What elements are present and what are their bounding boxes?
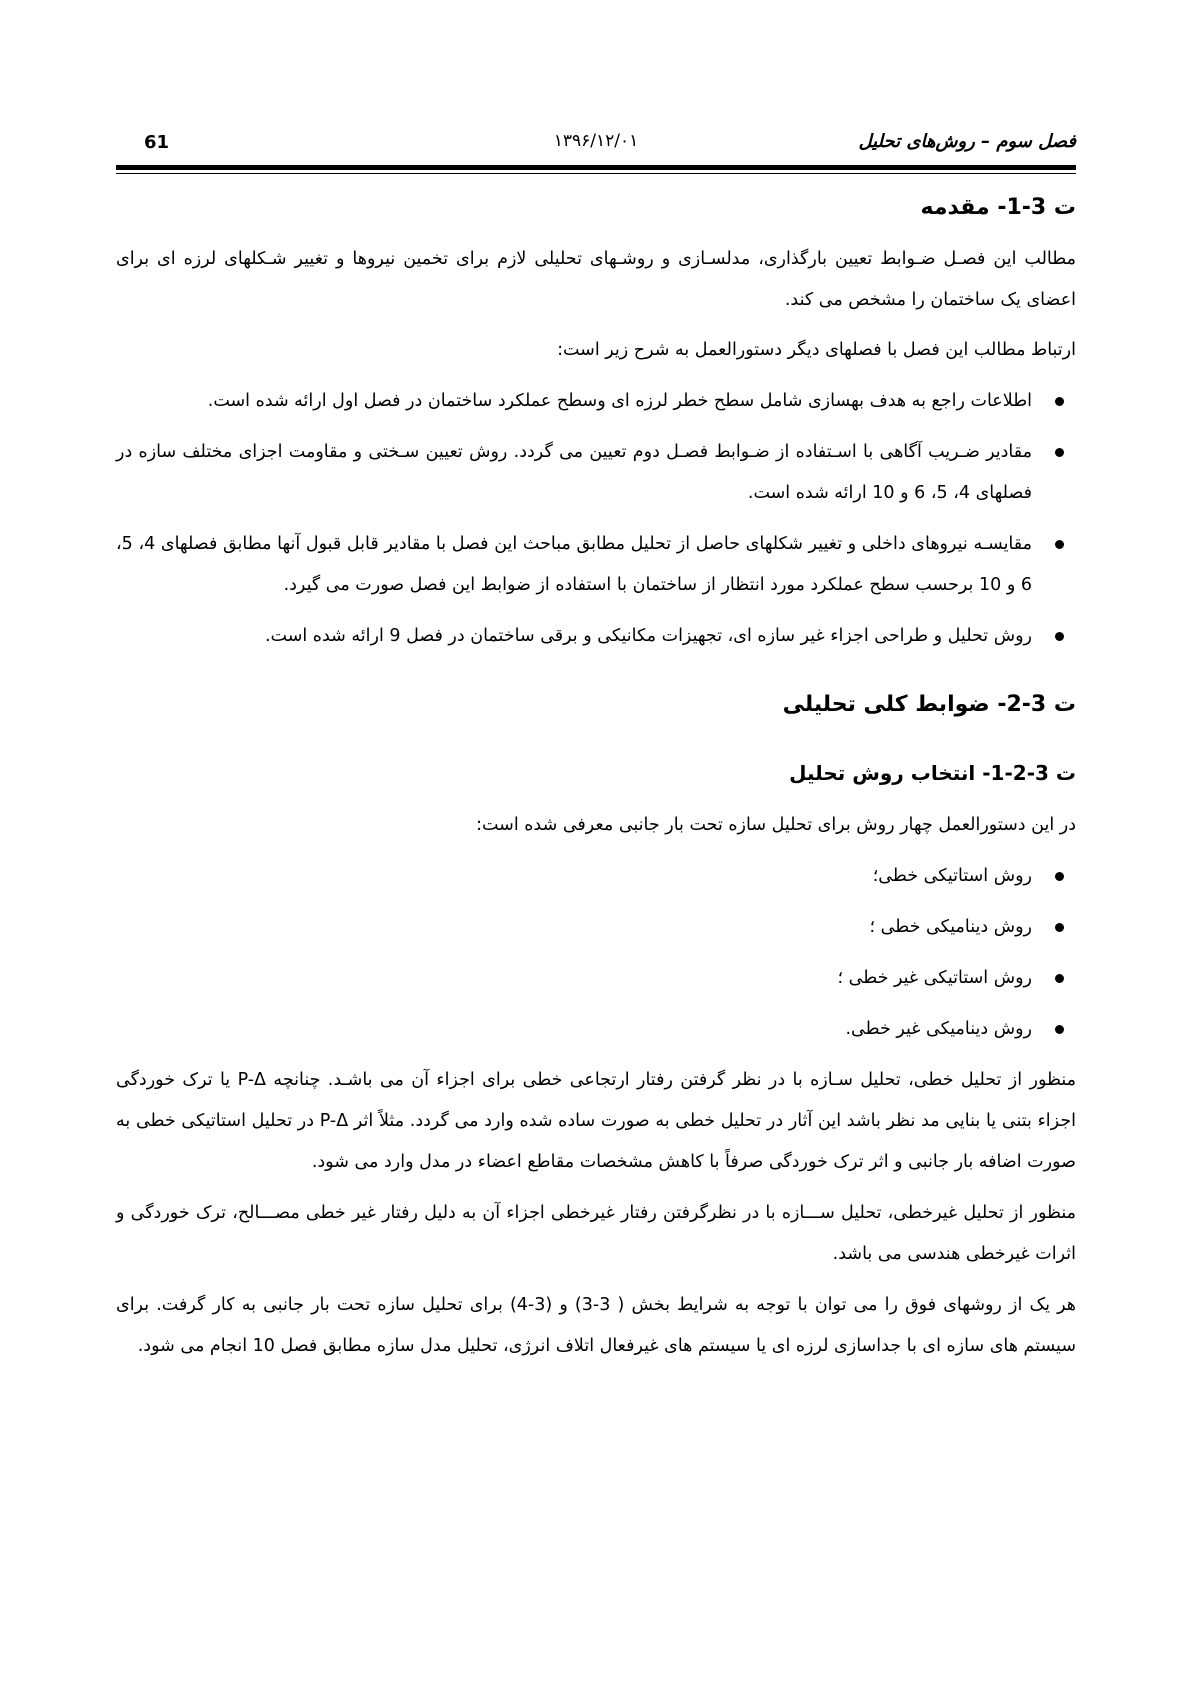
linear-analysis-paragraph: منظور از تحلیل خطی، تحلیل سـازه با در نظر گرفتن رفتار ارتجاعی خطی برای اجزاء آن می باشـد. چنانچه P-Δ یا ترک خوردگی اجزاء بتنی یا بنایی مد نظر باشد این آثار در تحلیل خطی به صورت ساده شده وارد می گردد. مثلاً اثر P-Δ در تحلیل استاتیکی خطی به صورت اضافه بار جانبی و اثر ترک خوردگی صرفاً با کاهش مشخصات مقاطع اعضاء در مدل وارد می شود. <box>116 1070 1076 1172</box>
list-item-text: اطلاعات راجع به هدف بهسازی شامل سطح خطر لرزه ای وسطح عملکرد ساختمان در فصل اول ارائه شده است. <box>207 391 1032 411</box>
list-item-text: مقادیر ضـریب آگاهی با اسـتفاده از ضـوابط فصـل دوم تعیین می گردد. روش تعیین سـختی و مقاومت اجزای مختلف سازه در فصلهای 4، 5، 6 و 10 ارائه شده است. <box>116 442 1032 503</box>
section-heading-introduction: ت 3-1- مقدمه <box>920 195 1076 220</box>
header-rule-thin <box>116 173 1076 174</box>
list-item-text: روش دینامیکی خطی ؛ <box>869 917 1032 937</box>
list-item-text: روش استاتیکی خطی؛ <box>872 866 1032 886</box>
header-date: ۱۳۹۶/۱۲/۰۱ <box>553 131 639 151</box>
list-item-text: مقایسـه نیروهای داخلی و تغییر شکلهای حاصل از تحلیل مطابق مباحث این فصل با مقادیر قابل قبول آنها مطابق فصلهای 4، 5، 6 و 10 برحسب سطح عملکرد مورد انتظار از ساختمان با استفاده از ضوابط این فصل صورت می گیرد. <box>116 534 1032 595</box>
list-item <box>116 907 1076 948</box>
analysis-methods-list <box>116 856 1076 1050</box>
list-item <box>116 381 1076 422</box>
bullet-icon <box>1055 872 1064 881</box>
chapter-title: فصل سوم – روش‌های تحلیل <box>858 131 1076 152</box>
list-item-text: روش تحلیل و طراحی اجزاء غیر سازه ای، تجهیزات مکانیکی و برقی ساختمان در فصل 9 ارائه شده است. <box>264 626 1032 646</box>
list-item <box>116 958 1076 999</box>
list-item <box>116 524 1076 606</box>
intro-paragraph: مطالب این فصـل ضـوابط تعیین بارگذاری، مدلسـازی و روشـهای تحلیلی لازم برای تخمین نیروها و تغییر شـکلهای لرزه ای برای اعضای یک ساختمان را مشخص می کند. <box>116 249 1076 310</box>
list-item <box>116 616 1076 657</box>
bullet-icon <box>1055 397 1064 406</box>
bullet-icon <box>1055 448 1064 457</box>
list-item-text: روش دینامیکی غیر خطی. <box>845 1019 1032 1039</box>
list-item <box>116 1009 1076 1050</box>
bullet-icon <box>1055 1025 1064 1034</box>
method-selection-paragraph: هر یک از روشهای فوق را می توان با توجه به شرایط بخش ( 3-3) و (3-4) برای تحلیل سازه تحت بار جانبی به کار گرفت. برای سیستم های سازه ای با جداسازی لرزه ای یا سیستم های غیرفعال اتلاف انرژی، تحلیل مدل سازه مطابق فصل 10 انجام می شود. <box>116 1295 1077 1356</box>
bullet-icon <box>1055 540 1064 549</box>
subsection-heading-method: ت 3-2-1- انتخاب روش تحلیل <box>789 761 1076 785</box>
section-heading-general: ت 3-2- ضوابط کلی تحلیلی <box>782 692 1076 717</box>
list-item <box>116 432 1076 514</box>
page-header <box>116 128 1076 158</box>
list-item-text: روش استاتیکی غیر خطی ؛ <box>837 968 1032 988</box>
methods-intro: در این دستورالعمل چهار روش برای تحلیل سازه تحت بار جانبی معرفی شده است: <box>476 815 1076 835</box>
header-rule-thick <box>116 165 1076 170</box>
page-content <box>116 188 1076 1367</box>
list-item <box>116 856 1076 897</box>
page-number: 61 <box>144 132 170 153</box>
bullet-icon <box>1055 923 1064 932</box>
bullet-icon <box>1055 974 1064 983</box>
relation-paragraph: ارتباط مطالب این فصل با فصلهای دیگر دستورالعمل به شرح زیر است: <box>557 340 1076 360</box>
nonlinear-analysis-paragraph: منظور از تحلیل غیرخطی، تحلیل ســـازه با در نظرگرفتن رفتار غیرخطی اجزاء آن به دلیل رفتار غیر خطی مصـــالح، ترک خوردگی و اثرات غیرخطی هندسی می باشد. <box>116 1203 1076 1264</box>
relation-list <box>116 381 1076 657</box>
bullet-icon <box>1055 632 1064 641</box>
